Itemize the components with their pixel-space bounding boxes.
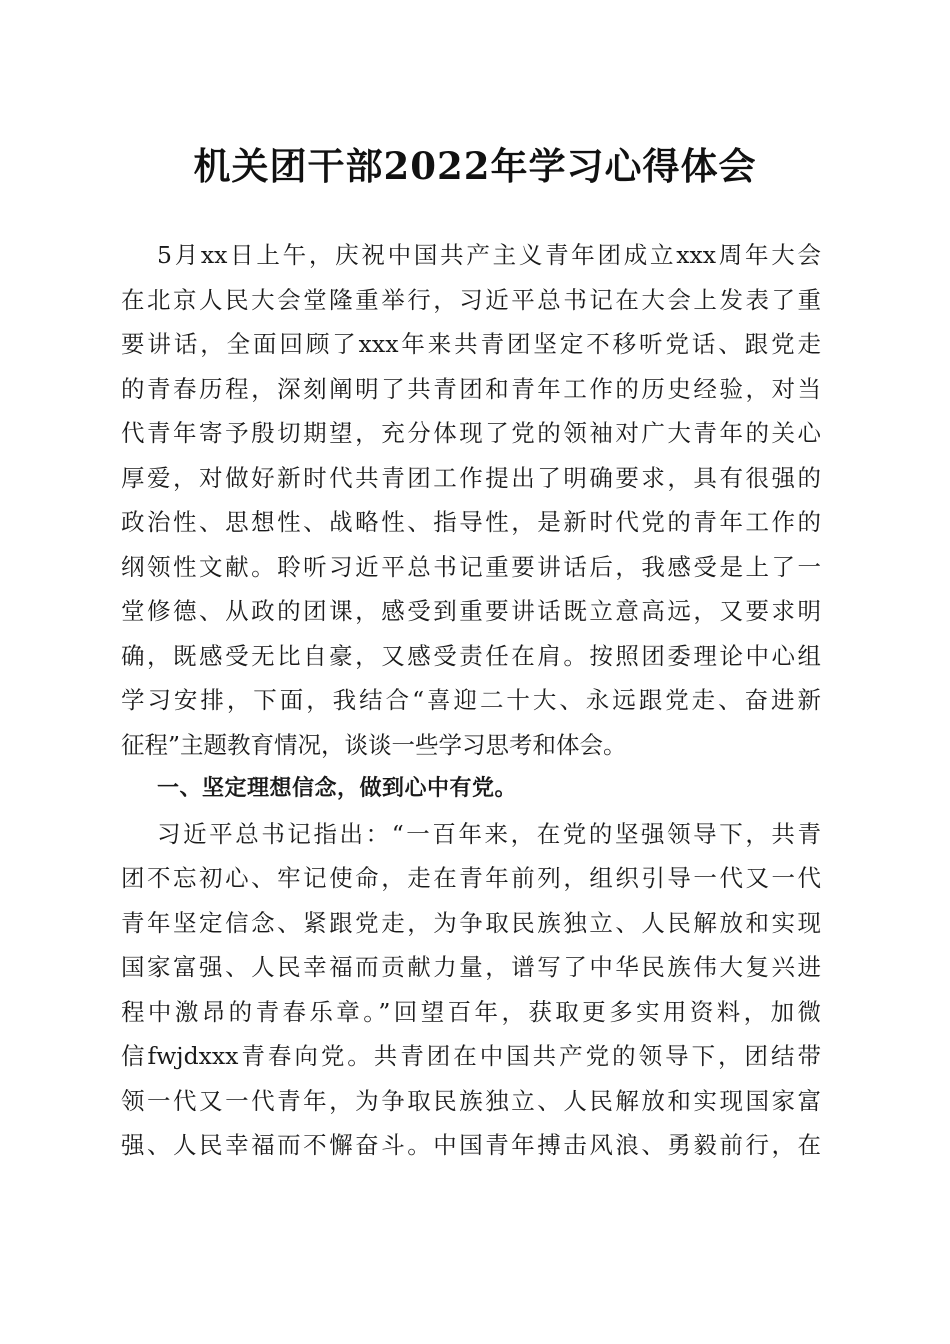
paragraph-2-line: 程中激昂的青春乐章。”回望百年，获取更多实用资料，加微 xyxy=(121,997,821,1026)
paragraph-1-line: 确，既感受无比自豪，又感受责任在肩。按照团委理论中心组 xyxy=(121,641,821,670)
paragraph-1-line: 的青春历程，深刻阐明了共青团和青年工作的历史经验，对当 xyxy=(121,374,821,403)
paragraph-2-line: 青年坚定信念、紧跟党走，为争取民族独立、人民解放和实现 xyxy=(121,908,821,937)
paragraph-2-line: 国家富强、人民幸福而贡献力量，谱写了中华民族伟大复兴进 xyxy=(121,953,821,981)
paragraph-1-line: 政治性、思想性、战略性、指导性，是新时代党的青年工作的 xyxy=(121,508,821,536)
paragraph-2-line: 习近平总书记指出：“一百年来，在党的坚强领导下，共青 xyxy=(157,819,821,848)
paragraph-1-line: 在北京人民大会堂隆重举行，习近平总书记在大会上发表了重 xyxy=(121,285,821,314)
paragraph-1-line: 学习安排，下面，我结合“喜迎二十大、永远跟党走、奋进新 xyxy=(121,686,821,714)
paragraph-1-line: 厚爱，对做好新时代共青团工作提出了明确要求，具有很强的 xyxy=(121,463,821,492)
paragraph-1-line: 征程”主题教育情况，谈谈一些学习思考和体会。 xyxy=(121,730,627,759)
paragraph-1-line: 5月xx日上午，庆祝中国共产主义青年团成立xxx周年大会 xyxy=(157,241,821,269)
paragraph-2-line: 领一代又一代青年，为争取民族独立、人民解放和实现国家富 xyxy=(121,1086,821,1115)
paragraph-1-line: 堂修德、从政的团课，感受到重要讲话既立意高远，又要求明 xyxy=(121,597,821,625)
paragraph-1-line: 要讲话，全面回顾了xxx年来共青团坚定不移听党话、跟党走 xyxy=(121,330,821,358)
paragraph-1-line: 代青年寄予殷切期望，充分体现了党的领袖对广大青年的关心 xyxy=(121,419,821,447)
document-title: 机关团干部2022年学习心得体会 xyxy=(193,144,757,188)
paragraph-2-line: 信fwjdxxx青春向党。共青团在中国共产党的领导下，团结带 xyxy=(121,1042,821,1070)
paragraph-2-line: 团不忘初心、牢记使命，走在青年前列，组织引导一代又一代 xyxy=(121,864,821,892)
paragraph-1-line: 纲领性文献。聆听习近平总书记重要讲话后，我感受是上了一 xyxy=(121,552,821,581)
paragraph-1 xyxy=(121,233,821,1168)
paragraph-2-line: 强、人民幸福而不懈奋斗。中国青年搏击风浪、勇毅前行，在 xyxy=(121,1131,821,1159)
section-heading-1: 一、坚定理想信念，做到心中有党。 xyxy=(157,776,518,801)
